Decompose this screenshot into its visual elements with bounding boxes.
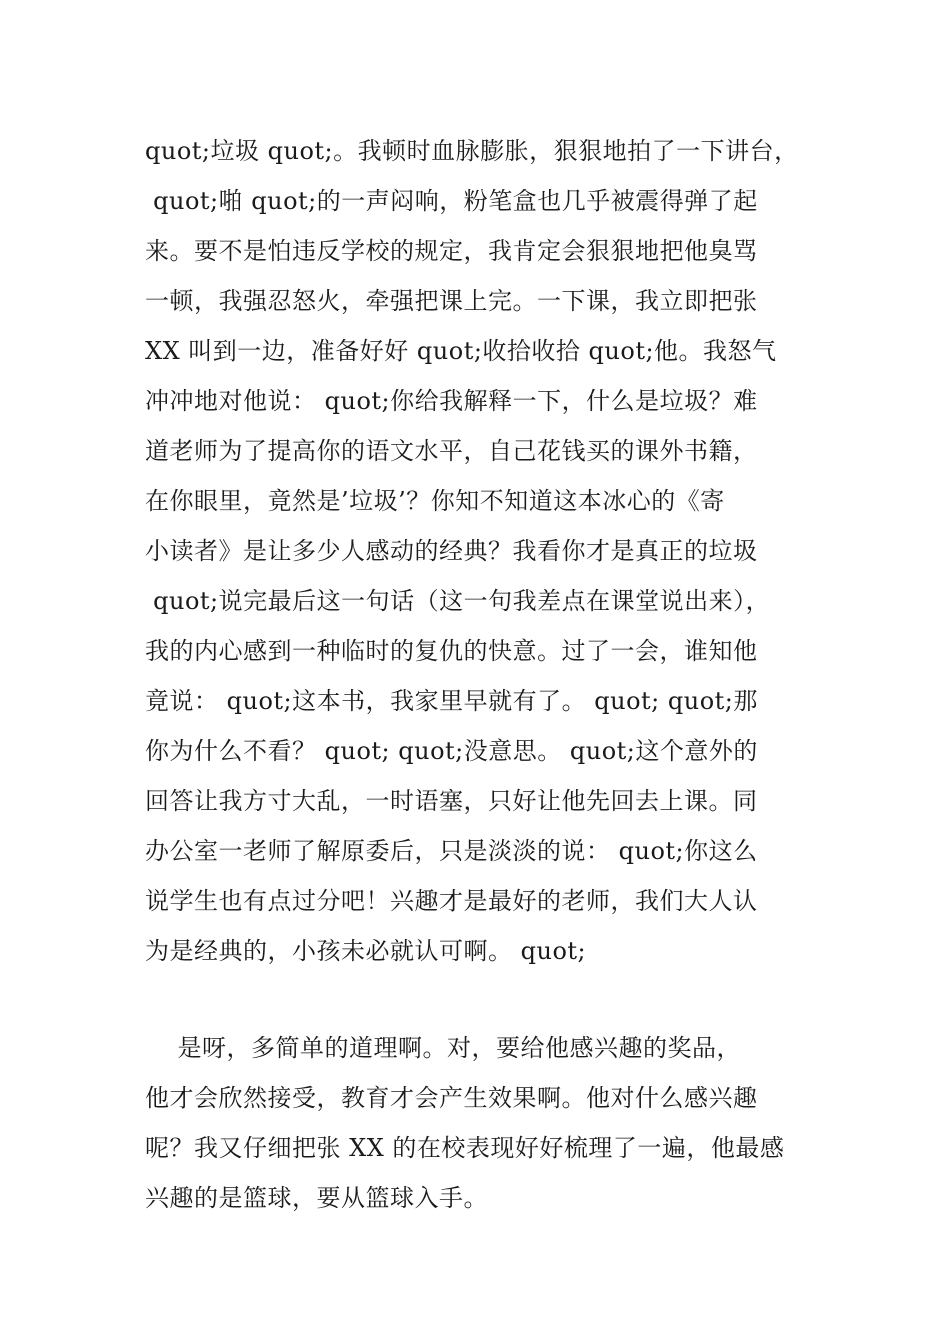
text-line: XX 叫到一边，准备好好 quot;收拾收拾 quot;他。我怒气 xyxy=(145,337,777,365)
paragraph-1 xyxy=(145,126,835,976)
text-line: 道老师为了提高你的语文水平，自己花钱买的课外书籍， xyxy=(145,437,758,465)
text-line: 一顿，我强忍怒火，牵强把课上完。一下课，我立即把张 xyxy=(145,287,758,315)
text-line: 我的内心感到一种临时的复仇的快意。过了一会，谁知他 xyxy=(145,637,758,665)
text-line: 小读者》是让多少人感动的经典？我看你才是真正的垃圾 xyxy=(145,537,758,565)
text-line: 冲冲地对他说： quot;你给我解释一下，什么是垃圾？难 xyxy=(145,387,758,415)
text-line: quot;垃圾 quot;。我顿时血脉膨胀，狠狠地拍了一下讲台， xyxy=(145,137,799,165)
text-line: 他才会欣然接受，教育才会产生效果啊。他对什么感兴趣 xyxy=(145,1084,758,1112)
text-line: 回答让我方寸大乱，一时语塞，只好让他先回去上课。同 xyxy=(145,787,758,815)
text-line: 为是经典的，小孩未必就认可啊。 quot; xyxy=(145,937,587,965)
text-line: 兴趣的是篮球，要从篮球入手。 xyxy=(145,1184,488,1212)
paragraph-2 xyxy=(145,1023,835,1223)
text-line: 办公室一老师了解原委后，只是淡淡的说： quot;你这么 xyxy=(145,837,758,865)
text-line: 在你眼里，竟然是’垃圾’？你知不知道这本冰心的《寄 xyxy=(145,487,725,515)
text-line: quot;说完最后这一句话（这一句我差点在课堂说出来）， xyxy=(145,587,771,615)
text-line: 呢？我又仔细把张 XX 的在校表现好好梳理了一遍，他最感 xyxy=(145,1134,785,1162)
text-line: 来。要不是怕违反学校的规定，我肯定会狠狠地把他臭骂 xyxy=(145,237,758,265)
text-line: 是呀，多简单的道理啊。对，要给他感兴趣的奖品， xyxy=(145,1034,742,1062)
text-line: quot;啪 quot;的一声闷响，粉笔盒也几乎被震得弹了起 xyxy=(145,187,758,215)
text-line: 说学生也有点过分吧！兴趣才是最好的老师，我们大人认 xyxy=(145,887,758,915)
text-line: 你为什么不看？ quot; quot;没意思。 quot;这个意外的 xyxy=(145,737,758,765)
text-line: 竟说： quot;这本书，我家里早就有了。 quot; quot;那 xyxy=(145,687,758,715)
